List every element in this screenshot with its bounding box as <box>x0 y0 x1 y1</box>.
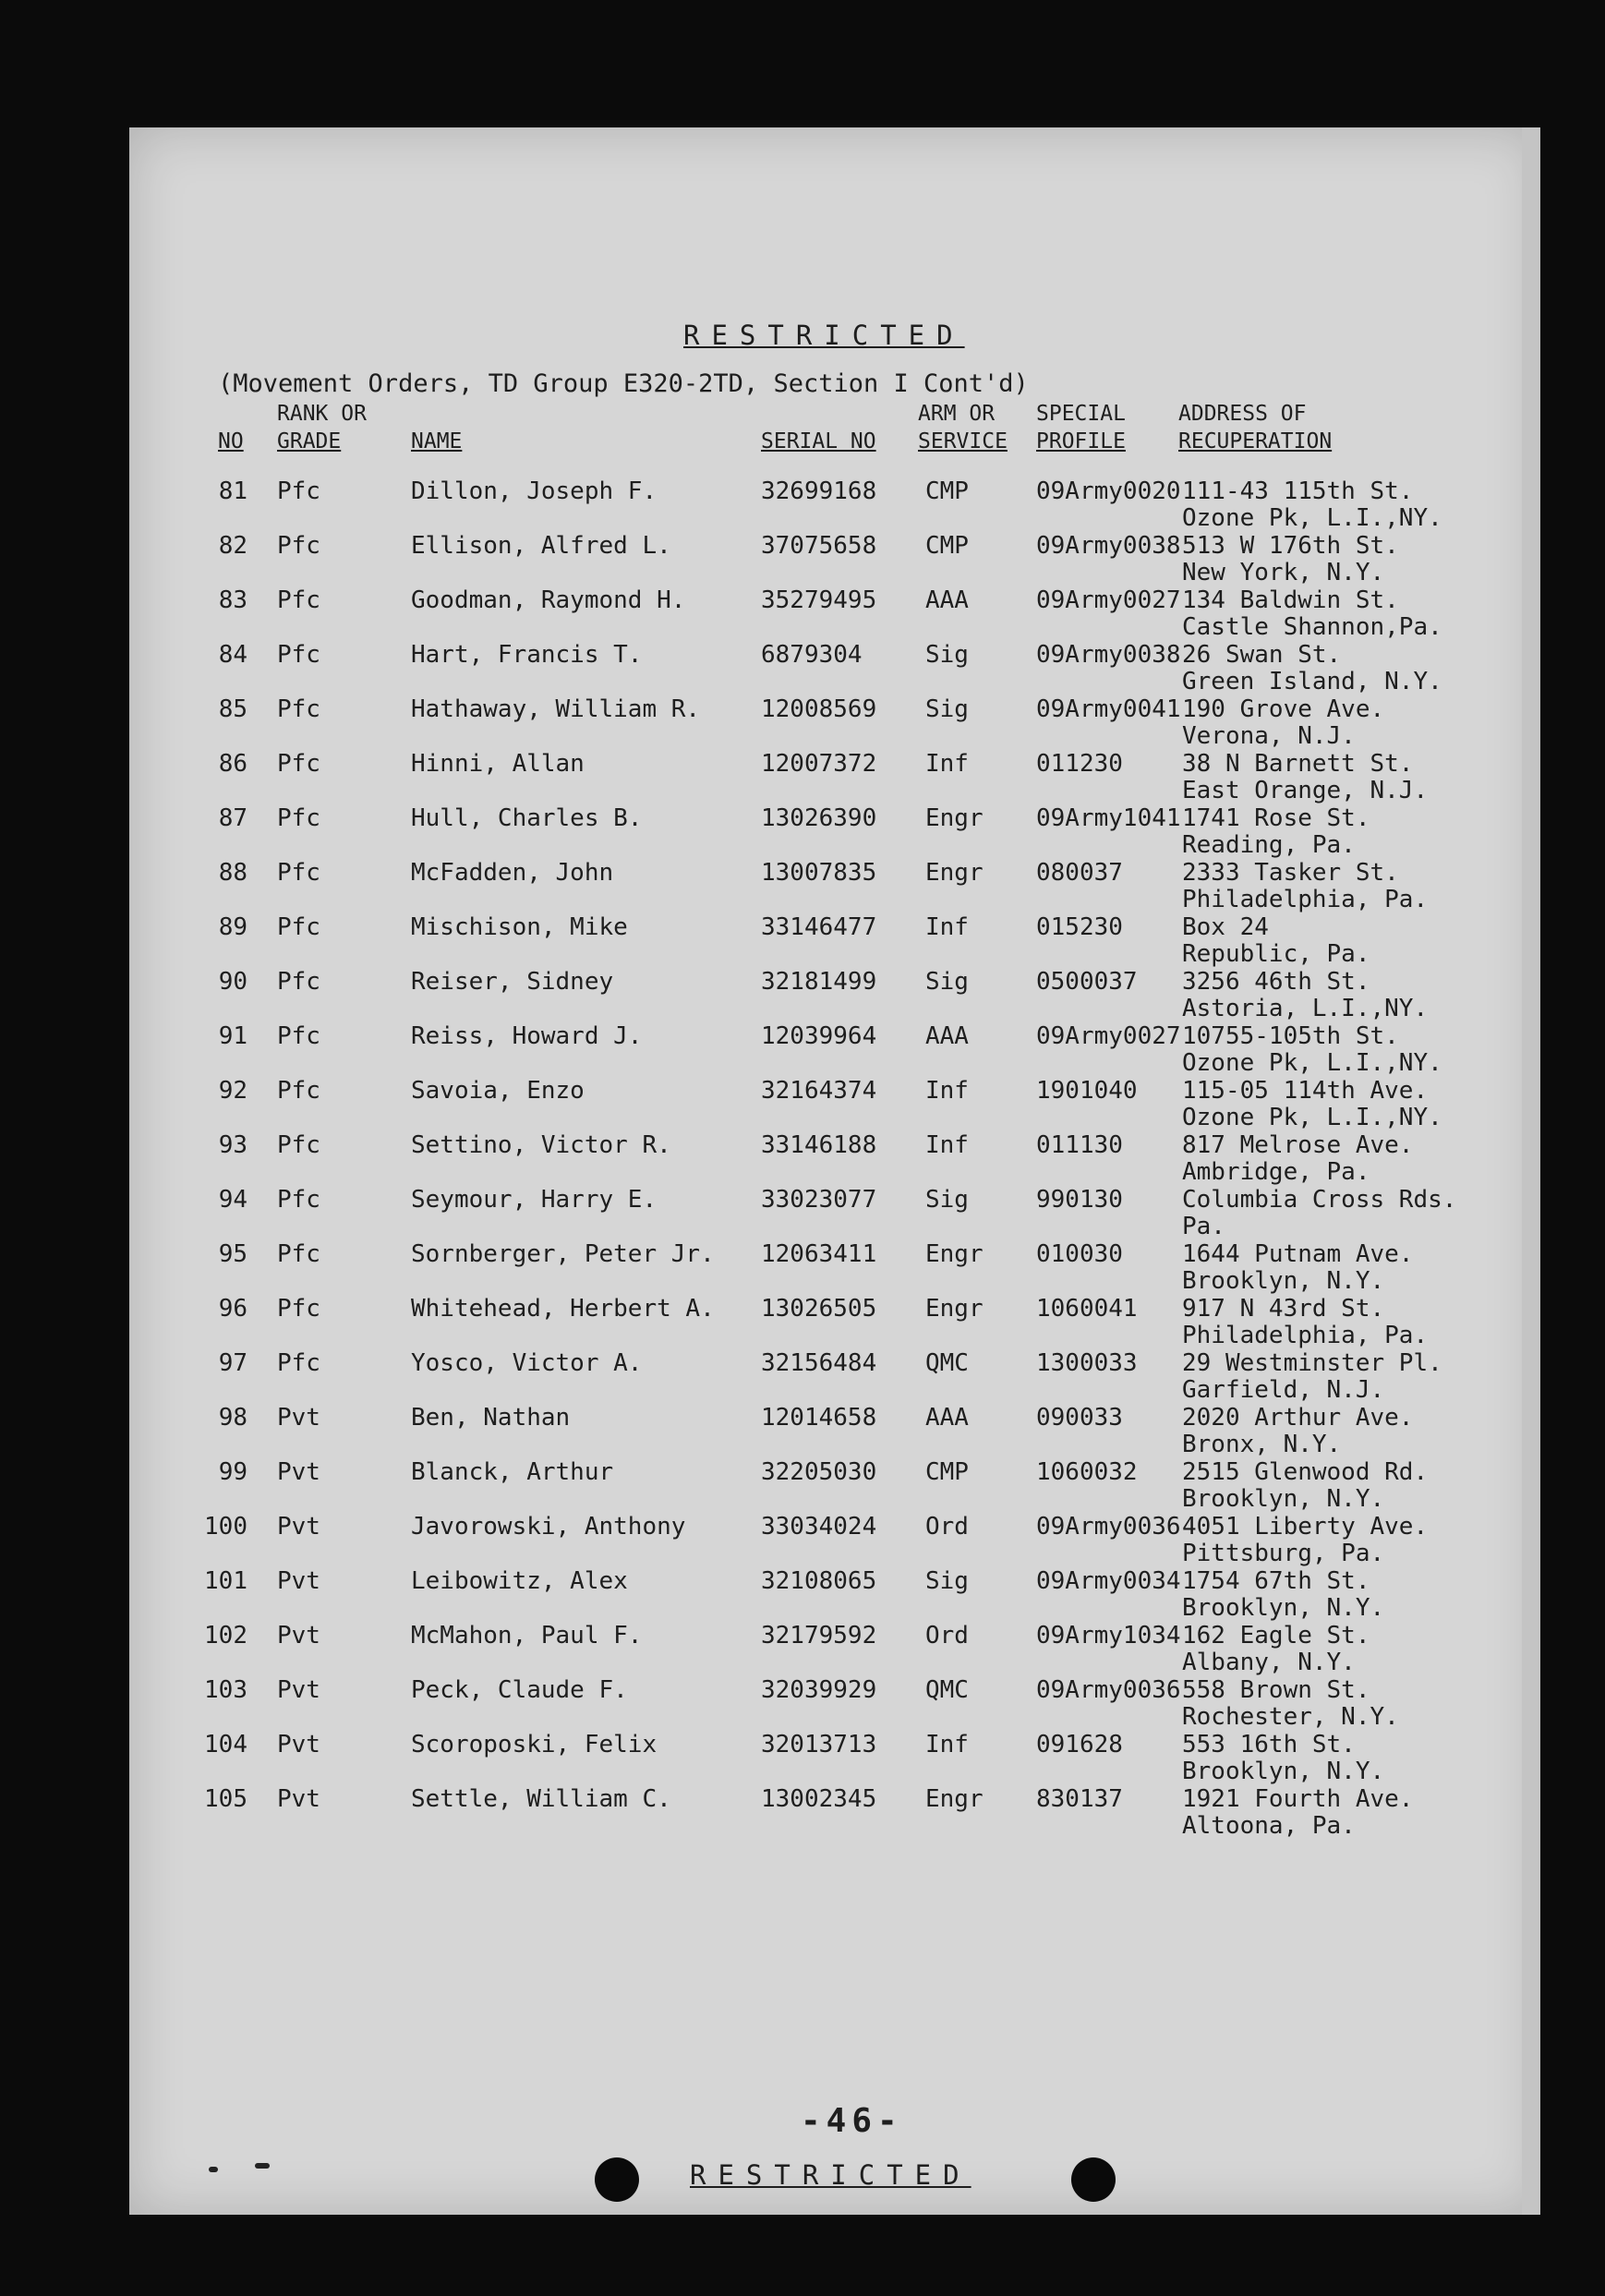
row-rank: Pvt <box>277 1513 320 1541</box>
row-serial: 12014658 <box>761 1404 877 1432</box>
row-name: Hinni, Allan <box>411 750 585 778</box>
address-city: Brooklyn, N.Y. <box>1182 1485 1385 1513</box>
row-arm-service: Engr <box>925 1785 984 1813</box>
table-row <box>129 696 1540 751</box>
row-rank: Pfc <box>277 532 320 560</box>
table-row <box>129 1459 1540 1514</box>
address-city: East Orange, N.J. <box>1182 777 1429 804</box>
address-street: 4051 Liberty Ave. <box>1182 1513 1429 1541</box>
address-street: 115-05 114th Ave. <box>1182 1077 1429 1105</box>
row-serial: 32039929 <box>761 1676 877 1704</box>
row-serial: 13007835 <box>761 859 877 887</box>
address-city: Altoona, Pa. <box>1182 1812 1356 1840</box>
row-special-profile: 09Army0038 <box>1036 532 1181 560</box>
row-special-profile: 09Army0041 <box>1036 695 1181 723</box>
address-street: 1741 Rose St. <box>1182 804 1370 832</box>
row-arm-service: Engr <box>925 1240 984 1268</box>
row-number: 86 <box>218 750 247 778</box>
row-number: 89 <box>218 913 247 941</box>
table-row <box>129 914 1540 969</box>
row-arm-service: Inf <box>925 1131 969 1159</box>
row-name: Mischison, Mike <box>411 913 628 941</box>
row-special-profile: 830137 <box>1036 1785 1123 1813</box>
col-header-address: ADDRESS OF RECUPERATION <box>1178 402 1333 453</box>
row-special-profile: 09Army0036 <box>1036 1676 1181 1704</box>
row-number: 84 <box>218 641 247 669</box>
roster-table <box>129 478 1540 1841</box>
row-rank: Pvt <box>277 1676 320 1704</box>
row-number: 101 <box>204 1567 247 1595</box>
row-address <box>1182 1623 1370 1676</box>
row-rank: Pfc <box>277 586 320 614</box>
address-city: Verona, N.J. <box>1182 722 1356 750</box>
table-row <box>129 1023 1540 1078</box>
table-row <box>129 860 1540 914</box>
row-address <box>1182 478 1442 532</box>
row-name: Scoroposki, Felix <box>411 1731 658 1758</box>
row-special-profile: 09Army0020 <box>1036 477 1181 505</box>
table-row <box>129 1786 1540 1841</box>
address-city: Brooklyn, N.Y. <box>1182 1267 1385 1295</box>
row-address <box>1182 969 1428 1022</box>
row-number: 105 <box>204 1785 247 1813</box>
row-rank: Pfc <box>277 1349 320 1377</box>
table-row <box>129 1132 1540 1187</box>
col-header-serial: SERIAL NO <box>761 429 876 453</box>
row-address <box>1182 533 1399 586</box>
address-street: 2020 Arthur Ave. <box>1182 1404 1414 1432</box>
address-street: 558 Brown St. <box>1182 1676 1370 1704</box>
row-special-profile: 09Army0034 <box>1036 1567 1181 1595</box>
row-arm-service: Engr <box>925 859 984 887</box>
row-special-profile: 010030 <box>1036 1240 1123 1268</box>
document-page <box>129 127 1540 2215</box>
row-address <box>1182 1350 1442 1404</box>
address-city: Astoria, L.I.,NY. <box>1182 995 1429 1022</box>
row-number: 102 <box>204 1622 247 1649</box>
row-number: 93 <box>218 1131 247 1159</box>
table-row <box>129 1405 1540 1459</box>
row-address <box>1182 1296 1428 1349</box>
address-city: Garfield, N.J. <box>1182 1376 1385 1404</box>
punch-hole-right <box>1071 2157 1116 2202</box>
row-rank: Pfc <box>277 804 320 832</box>
row-name: Javorowski, Anthony <box>411 1513 686 1541</box>
address-city: Ambridge, Pa. <box>1182 1158 1370 1186</box>
row-special-profile: 1901040 <box>1036 1077 1138 1105</box>
row-arm-service: AAA <box>925 1404 969 1432</box>
address-city: Ozone Pk, L.I.,NY. <box>1182 504 1442 532</box>
row-arm-service: Engr <box>925 804 984 832</box>
row-special-profile: 09Army0036 <box>1036 1513 1181 1541</box>
row-name: Settino, Victor R. <box>411 1131 671 1159</box>
row-arm-service: Engr <box>925 1295 984 1323</box>
row-name: McMahon, Paul F. <box>411 1622 643 1649</box>
row-arm-service: Sig <box>925 1186 969 1214</box>
row-serial: 32181499 <box>761 968 877 996</box>
row-name: Peck, Claude F. <box>411 1676 628 1704</box>
table-row <box>129 1623 1540 1677</box>
row-name: Reiser, Sidney <box>411 968 614 996</box>
row-name: Leibowitz, Alex <box>411 1567 628 1595</box>
address-street: 553 16th St. <box>1182 1731 1356 1758</box>
address-street: 134 Baldwin St. <box>1182 586 1399 614</box>
address-city: Ozone Pk, L.I.,NY. <box>1182 1049 1442 1077</box>
address-city: Brooklyn, N.Y. <box>1182 1758 1385 1785</box>
row-rank: Pfc <box>277 1077 320 1105</box>
row-rank: Pvt <box>277 1404 320 1432</box>
row-special-profile: 090033 <box>1036 1404 1123 1432</box>
row-name: Reiss, Howard J. <box>411 1022 643 1050</box>
address-city: Ozone Pk, L.I.,NY. <box>1182 1104 1442 1131</box>
row-name: Hart, Francis T. <box>411 641 643 669</box>
table-row <box>129 805 1540 860</box>
address-street: 2515 Glenwood Rd. <box>1182 1458 1429 1486</box>
row-arm-service: QMC <box>925 1676 969 1704</box>
address-street: 29 Westminster Pl. <box>1182 1349 1442 1377</box>
row-name: Dillon, Joseph F. <box>411 477 658 505</box>
address-city: Green Island, N.Y. <box>1182 668 1442 695</box>
row-name: Hull, Charles B. <box>411 804 643 832</box>
row-rank: Pfc <box>277 641 320 669</box>
address-city: Rochester, N.Y. <box>1182 1703 1399 1731</box>
address-street: 513 W 176th St. <box>1182 532 1399 560</box>
table-row <box>129 478 1540 533</box>
col-header-arm: ARM OR SERVICE <box>918 402 1008 453</box>
row-special-profile: 09Army0027 <box>1036 1022 1181 1050</box>
table-row <box>129 1296 1540 1350</box>
row-rank: Pvt <box>277 1731 320 1758</box>
row-rank: Pfc <box>277 477 320 505</box>
address-street: 1644 Putnam Ave. <box>1182 1240 1414 1268</box>
row-arm-service: Ord <box>925 1622 969 1649</box>
row-rank: Pfc <box>277 695 320 723</box>
address-city: Reading, Pa. <box>1182 831 1356 859</box>
row-name: Settle, William C. <box>411 1785 671 1813</box>
row-serial: 33034024 <box>761 1513 877 1541</box>
row-arm-service: CMP <box>925 532 969 560</box>
row-serial: 13026505 <box>761 1295 877 1323</box>
row-number: 82 <box>218 532 247 560</box>
row-name: McFadden, John <box>411 859 614 887</box>
address-city: Castle Shannon,Pa. <box>1182 613 1442 641</box>
address-city: Albany, N.Y. <box>1182 1649 1356 1676</box>
row-name: Blanck, Arthur <box>411 1458 614 1486</box>
row-serial: 12008569 <box>761 695 877 723</box>
row-number: 88 <box>218 859 247 887</box>
table-row <box>129 1732 1540 1786</box>
row-number: 98 <box>218 1404 247 1432</box>
row-address <box>1182 1514 1428 1567</box>
scan-speck <box>209 2167 218 2172</box>
row-number: 83 <box>218 586 247 614</box>
address-street: 917 N 43rd St. <box>1182 1295 1385 1323</box>
table-row <box>129 642 1540 696</box>
row-name: Whitehead, Herbert A. <box>411 1295 715 1323</box>
row-serial: 32013713 <box>761 1731 877 1758</box>
table-row <box>129 1514 1540 1568</box>
table-row <box>129 1677 1540 1732</box>
row-serial: 6879304 <box>761 641 863 669</box>
row-serial: 37075658 <box>761 532 877 560</box>
row-rank: Pfc <box>277 750 320 778</box>
row-rank: Pfc <box>277 913 320 941</box>
classification-footer: RESTRICTED <box>690 2159 971 2191</box>
row-number: 85 <box>218 695 247 723</box>
row-arm-service: Inf <box>925 750 969 778</box>
address-city: Bronx, N.Y. <box>1182 1431 1342 1458</box>
address-city: Philadelphia, Pa. <box>1182 886 1429 913</box>
row-rank: Pfc <box>277 1131 320 1159</box>
row-address <box>1182 1568 1384 1622</box>
row-special-profile: 0500037 <box>1036 968 1138 996</box>
row-special-profile: 011230 <box>1036 750 1123 778</box>
address-city: New York, N.Y. <box>1182 559 1385 586</box>
address-city: Philadelphia, Pa. <box>1182 1322 1429 1349</box>
table-row <box>129 969 1540 1023</box>
row-serial: 12039964 <box>761 1022 877 1050</box>
row-arm-service: Inf <box>925 1731 969 1758</box>
address-street: 1921 Fourth Ave. <box>1182 1785 1414 1813</box>
classification-header: RESTRICTED <box>683 320 965 351</box>
col-header-rank: RANK OR GRADE <box>277 402 367 453</box>
row-address <box>1182 751 1428 804</box>
row-serial: 12063411 <box>761 1240 877 1268</box>
address-street: 190 Grove Ave. <box>1182 695 1385 723</box>
row-special-profile: 011130 <box>1036 1131 1123 1159</box>
row-special-profile: 09Army1034 <box>1036 1622 1181 1649</box>
row-arm-service: CMP <box>925 1458 969 1486</box>
row-name: Sornberger, Peter Jr. <box>411 1240 715 1268</box>
row-serial: 35279495 <box>761 586 877 614</box>
address-street: Box 24 <box>1182 913 1269 941</box>
row-special-profile: 015230 <box>1036 913 1123 941</box>
address-street: 2333 Tasker St. <box>1182 859 1399 887</box>
row-serial: 33023077 <box>761 1186 877 1214</box>
row-address <box>1182 1241 1413 1295</box>
row-rank: Pvt <box>277 1785 320 1813</box>
row-name: Seymour, Harry E. <box>411 1186 658 1214</box>
row-address <box>1182 914 1370 968</box>
row-serial: 12007372 <box>761 750 877 778</box>
row-address <box>1182 1023 1442 1077</box>
row-serial: 33146188 <box>761 1131 877 1159</box>
row-number: 104 <box>204 1731 247 1758</box>
row-serial: 33146477 <box>761 913 877 941</box>
row-rank: Pfc <box>277 859 320 887</box>
row-special-profile: 09Army0027 <box>1036 586 1181 614</box>
row-number: 94 <box>218 1186 247 1214</box>
row-arm-service: AAA <box>925 586 969 614</box>
row-rank: Pfc <box>277 968 320 996</box>
row-serial: 13026390 <box>761 804 877 832</box>
address-street: Columbia Cross Rds. <box>1182 1186 1457 1214</box>
row-special-profile: 1300033 <box>1036 1349 1138 1377</box>
row-rank: Pvt <box>277 1622 320 1649</box>
row-number: 87 <box>218 804 247 832</box>
row-rank: Pvt <box>277 1567 320 1595</box>
row-serial: 32156484 <box>761 1349 877 1377</box>
row-rank: Pfc <box>277 1022 320 1050</box>
row-address <box>1182 1732 1384 1785</box>
row-name: Goodman, Raymond H. <box>411 586 686 614</box>
col-header-profile: SPECIAL PROFILE <box>1036 402 1126 453</box>
row-number: 91 <box>218 1022 247 1050</box>
row-number: 99 <box>218 1458 247 1486</box>
row-number: 90 <box>218 968 247 996</box>
row-address <box>1182 1187 1456 1240</box>
row-arm-service: Sig <box>925 1567 969 1595</box>
row-name: Hathaway, William R. <box>411 695 701 723</box>
row-name: Savoia, Enzo <box>411 1077 585 1105</box>
row-special-profile: 990130 <box>1036 1186 1123 1214</box>
row-arm-service: Sig <box>925 968 969 996</box>
row-arm-service: Inf <box>925 913 969 941</box>
row-special-profile: 091628 <box>1036 1731 1123 1758</box>
row-name: Ben, Nathan <box>411 1404 571 1432</box>
punch-hole-left <box>595 2157 639 2202</box>
address-street: 162 Eagle St. <box>1182 1622 1370 1649</box>
row-serial: 32699168 <box>761 477 877 505</box>
table-row <box>129 587 1540 642</box>
row-number: 96 <box>218 1295 247 1323</box>
table-row <box>129 751 1540 805</box>
row-arm-service: Sig <box>925 695 969 723</box>
row-number: 100 <box>204 1513 247 1541</box>
address-city: Pittsburg, Pa. <box>1182 1540 1385 1567</box>
address-street: 10755-105th St. <box>1182 1022 1399 1050</box>
address-street: 111-43 115th St. <box>1182 477 1414 505</box>
row-rank: Pfc <box>277 1186 320 1214</box>
row-address <box>1182 587 1442 641</box>
row-address <box>1182 860 1428 913</box>
row-address <box>1182 1786 1413 1840</box>
row-number: 95 <box>218 1240 247 1268</box>
page-number: -46- <box>801 2102 903 2140</box>
row-rank: Pfc <box>277 1295 320 1323</box>
col-header-no: NO <box>218 429 244 453</box>
row-address <box>1182 1459 1428 1513</box>
document-heading: (Movement Orders, TD Group E320-2TD, Section I Cont'd) <box>218 369 1029 398</box>
row-serial: 13002345 <box>761 1785 877 1813</box>
row-rank: Pfc <box>277 1240 320 1268</box>
row-serial: 32164374 <box>761 1077 877 1105</box>
row-number: 81 <box>218 477 247 505</box>
row-address <box>1182 642 1442 695</box>
row-arm-service: AAA <box>925 1022 969 1050</box>
row-serial: 32108065 <box>761 1567 877 1595</box>
address-street: 817 Melrose Ave. <box>1182 1131 1414 1159</box>
row-number: 103 <box>204 1676 247 1704</box>
row-special-profile: 1060032 <box>1036 1458 1138 1486</box>
row-address <box>1182 1078 1442 1131</box>
address-city: Republic, Pa. <box>1182 940 1370 968</box>
col-header-name: NAME <box>411 429 463 453</box>
address-street: 26 Swan St. <box>1182 641 1342 669</box>
table-row <box>129 1078 1540 1132</box>
row-address <box>1182 1405 1413 1458</box>
row-special-profile: 09Army0038 <box>1036 641 1181 669</box>
table-row <box>129 1350 1540 1405</box>
table-row <box>129 1187 1540 1241</box>
row-number: 97 <box>218 1349 247 1377</box>
row-serial: 32205030 <box>761 1458 877 1486</box>
scan-speck <box>255 2163 270 2169</box>
row-arm-service: CMP <box>925 477 969 505</box>
row-number: 92 <box>218 1077 247 1105</box>
row-serial: 32179592 <box>761 1622 877 1649</box>
table-row <box>129 1568 1540 1623</box>
row-arm-service: Sig <box>925 641 969 669</box>
row-name: Yosco, Victor A. <box>411 1349 643 1377</box>
row-special-profile: 09Army1041 <box>1036 804 1181 832</box>
address-city: Pa. <box>1182 1213 1225 1240</box>
row-name: Ellison, Alfred L. <box>411 532 671 560</box>
row-special-profile: 1060041 <box>1036 1295 1138 1323</box>
row-address <box>1182 696 1384 750</box>
row-special-profile: 080037 <box>1036 859 1123 887</box>
table-row <box>129 1241 1540 1296</box>
row-address <box>1182 805 1370 859</box>
address-city: Brooklyn, N.Y. <box>1182 1594 1385 1622</box>
row-arm-service: Ord <box>925 1513 969 1541</box>
row-arm-service: Inf <box>925 1077 969 1105</box>
table-row <box>129 533 1540 587</box>
row-rank: Pvt <box>277 1458 320 1486</box>
address-street: 1754 67th St. <box>1182 1567 1370 1595</box>
address-street: 3256 46th St. <box>1182 968 1370 996</box>
row-arm-service: QMC <box>925 1349 969 1377</box>
address-street: 38 N Barnett St. <box>1182 750 1414 778</box>
row-address <box>1182 1132 1413 1186</box>
row-address <box>1182 1677 1399 1731</box>
